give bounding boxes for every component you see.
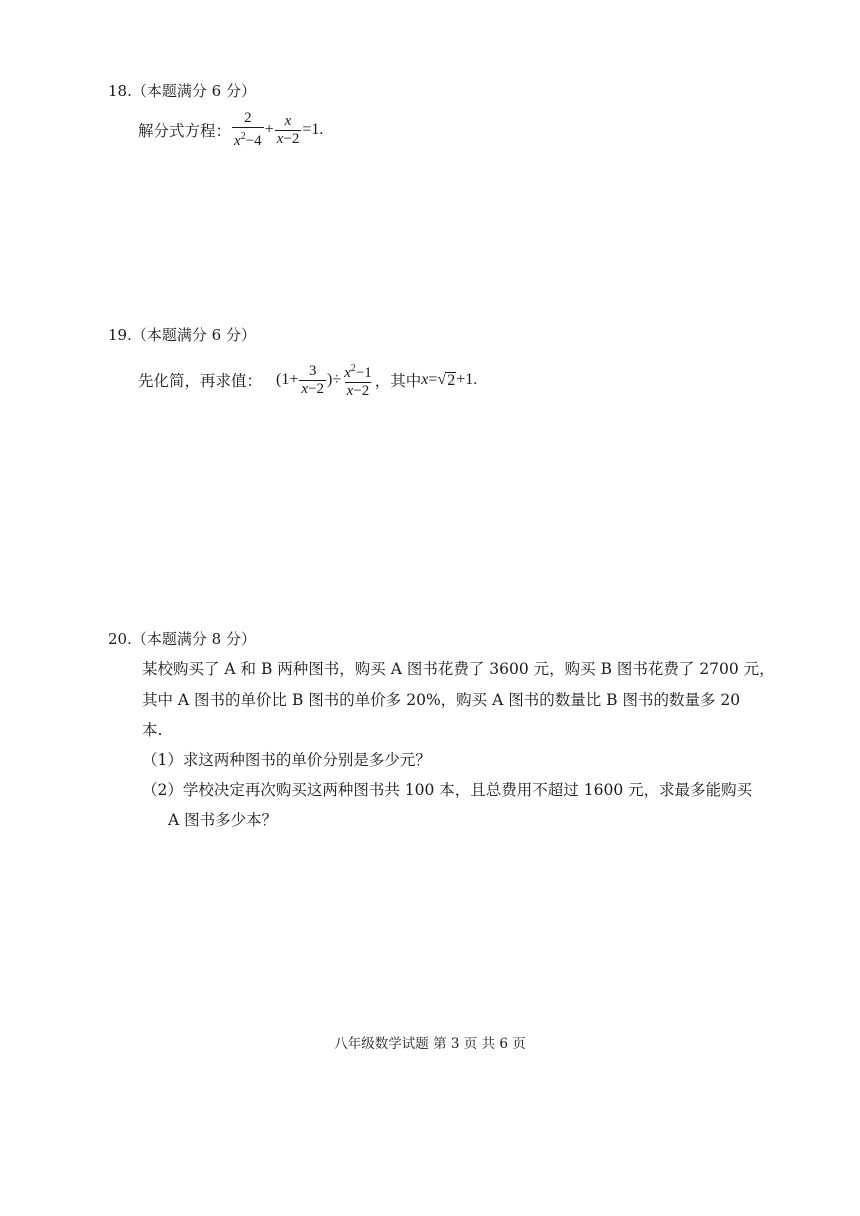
q18-problem [138,110,323,150]
q20-score: （本题满分 8 分） [131,630,256,648]
sqrt-symbol: √ 2 [437,371,456,389]
q19-problem [138,360,477,400]
q19-condition: x = √ 2 +1 . [421,371,478,389]
q19-fraction-2: $\frac{x^2-1}{x-2}$ [344,363,372,399]
q20-line-2: 其中 A 图书的单价比 B 图书的单价多 20%，购买 A 图书的数量比 B 图书的数量多 20 [142,691,741,709]
q19-where: ，其中 [374,372,422,390]
q20-subquestion-1: （1）求这两种图书的单价分别是多少元？ [142,751,431,769]
q19-number: 19. [108,326,132,344]
q19-expression: (1+ $\frac{3}{x-2}$ )÷ $\frac{x^2-1}{x-2}$ [276,360,375,400]
q20-subquestion-2: （2）学校决定再次购买这两种图书共 100 本，且总费用不超过 1600 元，求最多能购买 [142,781,753,799]
q19-prompt: 先化简，再求值： [138,372,263,390]
q20-header [108,628,256,649]
q18-fraction-2: $\frac{x}{x-2}$ [276,112,300,147]
q18-fraction-1: $\frac{2}{x^2-4}$ [234,110,262,149]
q20-number: 20. [108,630,132,648]
q18-rhs: =1 [302,121,320,138]
q18-header [108,80,256,101]
q18-equation: $\frac{2}{x^2-4}$ + $\frac{x}{x-2}$ =1 . [234,110,324,149]
q18-score: （本题满分 6 分） [131,82,256,100]
q18-prompt: 解分式方程： [138,122,232,140]
q19-score: （本题满分 6 分） [131,326,256,344]
q20-subquestion-2-cont: A 图书多少本？ [168,811,278,829]
q20-line-1: 某校购买了 A 和 B 两种图书，购买 A 图书花费了 3600 元，购买 B 图书花费了 2700 元， [142,660,775,678]
q18-plus: + [264,121,274,138]
q18-number: 18. [108,82,132,100]
q20-line-3: 本. [142,721,163,739]
q19-header [108,324,256,345]
q19-fraction-1: $\frac{3}{x-2}$ [301,362,325,397]
page-footer: 八年级数学试题 第 3 页 共 6 页 [334,1036,526,1052]
